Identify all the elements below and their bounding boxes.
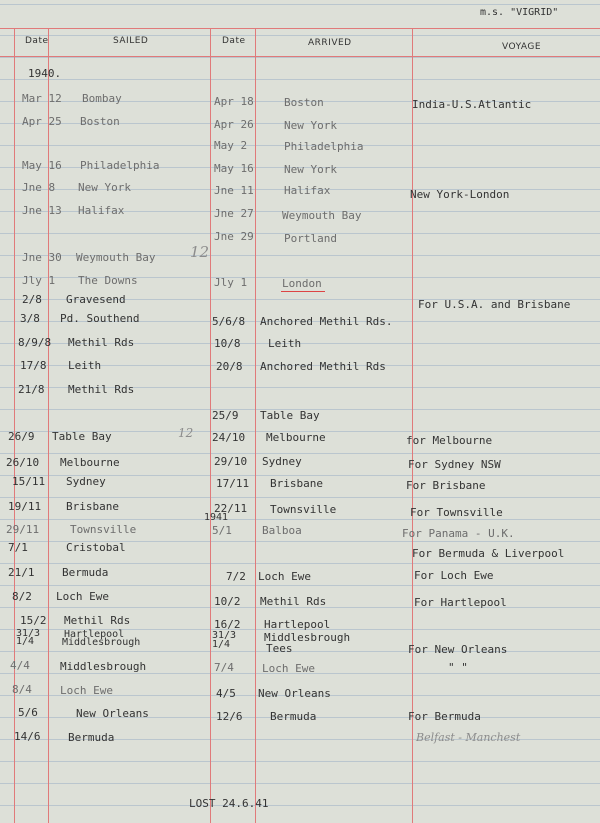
arrived-date: 20/8 xyxy=(216,360,243,373)
sailed-port: Methil Rds xyxy=(68,383,135,396)
arrived-date: 12/6 xyxy=(216,710,243,723)
sailed-port: Weymouth Bay xyxy=(76,251,156,264)
sailed-date: Mar 12 xyxy=(22,92,62,105)
header-top-rule xyxy=(0,28,600,29)
header-voyage: VOYAGE xyxy=(502,42,542,52)
sailed-date: Jne 8 xyxy=(22,181,56,194)
sailed-port: Pd. Southend xyxy=(60,312,140,325)
arrived-port: Melbourne xyxy=(266,431,326,444)
arrived-date: 10/8 xyxy=(214,337,241,350)
arrived-port: Weymouth Bay xyxy=(282,209,362,222)
voyage-text: New York-London xyxy=(410,188,510,201)
sailed-port: Table Bay xyxy=(52,430,112,443)
arrived-port: New Orleans xyxy=(258,687,331,700)
voyage-text: For U.S.A. and Brisbane xyxy=(418,298,571,311)
arrived-date: 1/4 xyxy=(212,639,231,650)
arrived-date: Apr 26 xyxy=(214,118,254,131)
voyage-text: For Hartlepool xyxy=(414,596,507,609)
sailed-date: 1/4 xyxy=(16,636,35,647)
sailed-port: Brisbane xyxy=(66,500,119,513)
arrived-port: Loch Ewe xyxy=(258,570,311,583)
arrived-date: Jly 1 xyxy=(214,276,248,289)
sailed-port: Middlesbrough xyxy=(60,660,147,673)
sailed-port: Methil Rds xyxy=(68,336,135,349)
pencil-note: Belfast - Manchest xyxy=(416,731,521,744)
arrived-date-rule xyxy=(255,28,256,823)
arrived-port: Bermuda xyxy=(270,710,317,723)
sailed-date: Apr 25 xyxy=(22,115,62,128)
arrived-port: Table Bay xyxy=(260,409,320,422)
year-label: 1940. xyxy=(28,67,62,80)
arrived-date: May 16 xyxy=(214,162,254,175)
arrived-port: Philadelphia xyxy=(284,140,364,153)
voyage-text: For Panama - U.K. xyxy=(402,527,515,540)
margin-rule xyxy=(14,28,15,823)
arrived-date: 22/11 xyxy=(214,502,248,515)
sailed-port: Bombay xyxy=(82,92,122,105)
arrived-date: 7/2 xyxy=(226,570,246,583)
arrived-date: 10/2 xyxy=(214,595,241,608)
voyage-text: For Sydney NSW xyxy=(408,458,501,471)
pencil-note: 12 xyxy=(190,243,210,261)
arrived-date: May 2 xyxy=(214,139,248,152)
sailed-port: Loch Ewe xyxy=(56,590,109,603)
sailed-port: Cristobal xyxy=(66,541,126,554)
london-underline xyxy=(281,291,325,292)
arrived-port: Tees xyxy=(266,642,293,655)
sailed-date: 15/11 xyxy=(12,475,46,488)
sailed-port: New York xyxy=(78,181,131,194)
sailed-date: Jne 30 xyxy=(22,251,62,264)
arrived-date: 5/6/8 xyxy=(212,315,246,328)
header-arrived: ARRIVED xyxy=(308,38,352,48)
sailed-port: Methil Rds xyxy=(64,614,131,627)
sailed-port: Middlesbrough xyxy=(62,637,141,648)
voyage-text: For Townsville xyxy=(410,506,503,519)
sailed-date-rule xyxy=(48,28,49,823)
voyage-text: India-U.S.Atlantic xyxy=(412,98,532,111)
arrived-port: Halifax xyxy=(284,184,331,197)
header-date-arrived: Date xyxy=(222,36,246,46)
sailed-date: 4/4 xyxy=(10,659,30,672)
sailed-port: New Orleans xyxy=(76,707,149,720)
sailed-port: Boston xyxy=(80,115,120,128)
arrived-port: Portland xyxy=(284,232,337,245)
arrived-date: 17/11 xyxy=(216,477,250,490)
pencil-note: 12 xyxy=(178,426,194,440)
sailed-date: 26/10 xyxy=(6,456,40,469)
arrived-port: Townsville xyxy=(270,503,337,516)
sailed-date: 8/4 xyxy=(12,683,32,696)
sailed-date: 5/6 xyxy=(18,706,38,719)
arrived-port: Methil Rds xyxy=(260,595,327,608)
sailed-date: 8/9/8 xyxy=(18,336,52,349)
sailed-port: Leith xyxy=(68,359,102,372)
sailed-date: 19/11 xyxy=(8,500,42,513)
sailed-port: Hartlepool xyxy=(64,629,125,640)
arrived-date: 16/2 xyxy=(214,618,241,631)
header-date-sailed: Date xyxy=(25,36,49,46)
lost-note: LOST 24.6.41 xyxy=(189,797,269,810)
sailed-port: Philadelphia xyxy=(80,159,160,172)
sailed-date: 7/1 xyxy=(8,541,28,554)
sailed-date: 29/11 xyxy=(6,523,40,536)
sailed-date: Jly 1 xyxy=(22,274,56,287)
sailed-date: 31/3 xyxy=(16,628,41,639)
sailed-date: 14/6 xyxy=(14,730,41,743)
sailed-port: Melbourne xyxy=(60,456,120,469)
voyage-ditto: " " xyxy=(448,661,468,674)
arrived-port: Loch Ewe xyxy=(262,662,315,675)
arrived-date: Jne 11 xyxy=(214,184,254,197)
arrived-port: New York xyxy=(284,163,337,176)
arrived-port: Middlesbrough xyxy=(264,631,351,644)
sailed-date: 2/8 xyxy=(22,293,42,306)
arrived-port: Hartlepool xyxy=(264,618,331,631)
sailed-date: May 16 xyxy=(22,159,62,172)
arrived-port-rule xyxy=(412,28,413,823)
sailed-port: Halifax xyxy=(78,204,125,217)
arrived-date: 25/9 xyxy=(212,409,239,422)
arrived-port: Boston xyxy=(284,96,324,109)
sailed-date: 15/2 xyxy=(20,614,47,627)
header-bottom-rule xyxy=(0,56,600,57)
arrived-date: Jne 29 xyxy=(214,230,254,243)
voyage-text: For Brisbane xyxy=(406,479,486,492)
header-sailed: SAILED xyxy=(113,36,149,46)
arrived-date: 24/10 xyxy=(212,431,246,444)
ship-name: m.s. "VIGRID" xyxy=(480,7,559,18)
voyage-text: For Bermuda & Liverpool xyxy=(412,547,565,560)
arrived-date: 29/10 xyxy=(214,455,248,468)
sailed-date: 26/9 xyxy=(8,430,35,443)
arrived-port: London xyxy=(282,277,322,290)
sailed-date: 17/8 xyxy=(20,359,47,372)
sailed-port: Townsville xyxy=(70,523,137,536)
arrived-date: 7/4 xyxy=(214,661,234,674)
sailed-port: Sydney xyxy=(66,475,106,488)
sailed-date: 8/2 xyxy=(12,590,32,603)
arrived-port: Sydney xyxy=(262,455,302,468)
sailed-port: Bermuda xyxy=(62,566,109,579)
voyage-text: For New Orleans xyxy=(408,643,508,656)
arrived-date: Jne 27 xyxy=(214,207,254,220)
arrived-date: 5/1 xyxy=(212,524,232,537)
sailed-date: 3/8 xyxy=(20,312,40,325)
sailed-port: The Downs xyxy=(78,274,138,287)
sailed-port: Loch Ewe xyxy=(60,684,113,697)
sailed-port: Bermuda xyxy=(68,731,115,744)
arrived-port: Balboa xyxy=(262,524,302,537)
sailed-date: 21/1 xyxy=(8,566,35,579)
arrived-port: Anchored Methil Rds. xyxy=(260,315,393,328)
sailed-port-rule xyxy=(210,28,211,823)
margin-year: 1941 xyxy=(204,512,229,523)
voyage-text: For Bermuda xyxy=(408,710,481,723)
arrived-port: New York xyxy=(284,119,337,132)
arrived-port: Anchored Methil Rds xyxy=(260,360,386,373)
sailed-date: 21/8 xyxy=(18,383,45,396)
arrived-date: Apr 18 xyxy=(214,95,254,108)
voyage-text: For Loch Ewe xyxy=(414,569,494,582)
arrived-port: Leith xyxy=(268,337,302,350)
arrived-port: Brisbane xyxy=(270,477,323,490)
sailed-port: Gravesend xyxy=(66,293,126,306)
sailed-date: Jne 13 xyxy=(22,204,62,217)
arrived-date: 4/5 xyxy=(216,687,236,700)
arrived-date: 31/3 xyxy=(212,630,237,641)
voyage-text: for Melbourne xyxy=(406,434,493,447)
